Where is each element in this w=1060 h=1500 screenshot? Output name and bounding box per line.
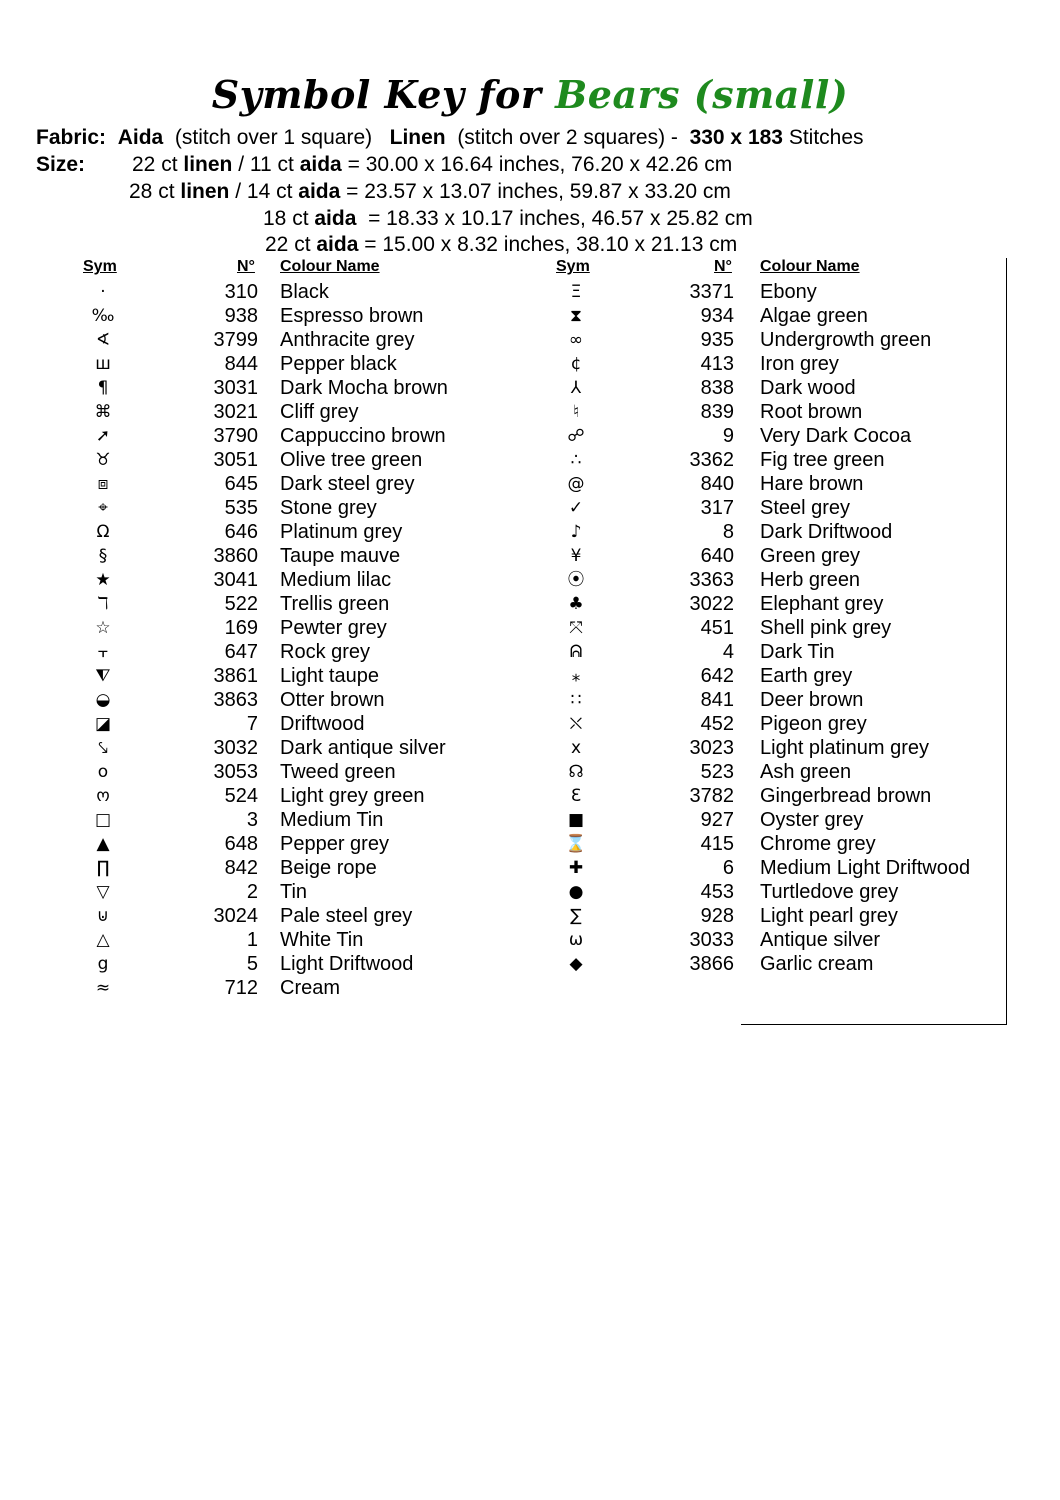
symbol-icon: ∑	[570, 906, 582, 926]
symbol-icon: ∴	[570, 450, 582, 470]
colour-name: Cappuccino brown	[280, 425, 446, 447]
symbol-icon: ∷	[570, 690, 582, 710]
colour-number: 452	[700, 713, 734, 735]
colour-name: Light pearl grey	[760, 905, 898, 927]
colour-name: Earth grey	[760, 665, 853, 687]
colour-name: Hare brown	[760, 473, 864, 495]
colour-name: Platinum grey	[280, 521, 403, 543]
colour-name: Pale steel grey	[280, 905, 413, 927]
symbol-icon: x	[570, 738, 582, 758]
colour-number: 522	[224, 593, 258, 615]
colour-number: 648	[224, 833, 258, 855]
colour-number: 3033	[689, 929, 734, 951]
frame-bottom-border	[741, 1024, 1007, 1025]
symbol-icon: ♪	[570, 522, 582, 542]
size-label-line	[36, 152, 85, 178]
size-fabric: aida	[314, 207, 357, 230]
column-header-colour-name: Colour Name	[760, 258, 860, 275]
colour-name: Rock grey	[280, 641, 371, 663]
colour-name: Dark Tin	[760, 641, 835, 663]
colour-name: Stone grey	[280, 497, 377, 519]
colour-name: Steel grey	[760, 497, 851, 519]
colour-number: 839	[700, 401, 734, 423]
fabric-aida: Aida	[117, 126, 164, 149]
colour-number: 3866	[689, 953, 734, 975]
symbol-icon: @	[567, 474, 585, 494]
colour-name: Tweed green	[280, 761, 396, 783]
symbol-icon: Ω	[96, 522, 110, 542]
column-header-sym: Sym	[83, 258, 117, 275]
colour-name: Light Driftwood	[280, 953, 414, 975]
symbol-icon: ⁎	[571, 666, 581, 686]
symbol-icon: ▽	[96, 882, 110, 902]
symbol-icon: ⦿	[567, 570, 585, 590]
colour-number: 3041	[213, 569, 258, 591]
symbol-icon: ≈	[95, 978, 111, 998]
colour-name: Garlic cream	[760, 953, 874, 975]
size-pre: 28 ct	[129, 180, 175, 203]
symbol-icon: ш	[95, 354, 111, 374]
size-pre: 22 ct	[132, 153, 178, 176]
size-fabric: linen	[183, 153, 233, 176]
colour-number: 3863	[213, 689, 258, 711]
colour-name: Dark steel grey	[280, 473, 415, 495]
colour-name: Light grey green	[280, 785, 425, 807]
colour-name: Trellis green	[280, 593, 390, 615]
colour-name: Pewter grey	[280, 617, 387, 639]
size-dims: = 23.57 x 13.07 inches, 59.87 x 33.20 cm	[346, 180, 731, 203]
colour-number: 3	[246, 809, 258, 831]
size-pre: 22 ct	[265, 233, 311, 256]
symbol-icon: ●	[568, 882, 584, 902]
colour-number: 451	[700, 617, 734, 639]
colour-number: 645	[224, 473, 258, 495]
symbol-icon: ∏	[96, 858, 110, 878]
colour-number: 935	[700, 329, 734, 351]
colour-number: 317	[700, 497, 734, 519]
symbol-icon: ♮	[572, 402, 580, 422]
symbol-icon: ▲	[96, 834, 110, 854]
size-fabric-2: aida	[298, 180, 341, 203]
symbol-icon: ℸ	[97, 594, 109, 614]
colour-name: Light taupe	[280, 665, 379, 687]
colour-number: 3363	[689, 569, 734, 591]
colour-name: Tin	[280, 881, 308, 903]
symbol-icon: ⌖	[98, 498, 108, 518]
colour-name: Cliff grey	[280, 401, 359, 423]
colour-name: Dark wood	[760, 377, 856, 399]
symbol-icon: ⛌	[569, 714, 583, 734]
colour-name: Light platinum grey	[760, 737, 929, 759]
colour-name: Elephant grey	[760, 593, 884, 615]
size-line-2	[129, 179, 731, 205]
colour-name: Black	[280, 281, 329, 303]
colour-name: Beige rope	[280, 857, 377, 879]
size-mid: / 11 ct	[238, 153, 294, 176]
colour-number: 3362	[689, 449, 734, 471]
colour-number: 3860	[213, 545, 258, 567]
symbol-icon: ⧗	[570, 306, 582, 326]
symbol-icon: ◪	[94, 714, 112, 734]
colour-name: Cream	[280, 977, 341, 999]
symbol-icon: ⊍	[96, 906, 110, 926]
colour-number: 535	[224, 497, 258, 519]
colour-number: 647	[224, 641, 258, 663]
colour-number: 3790	[213, 425, 258, 447]
colour-number: 1	[246, 929, 258, 951]
colour-name: Medium lilac	[280, 569, 392, 591]
colour-name: Dark antique silver	[280, 737, 446, 759]
colour-number: 6	[722, 857, 734, 879]
colour-number: 5	[246, 953, 258, 975]
colour-name: Ash green	[760, 761, 852, 783]
symbol-icon: ⅄	[570, 378, 582, 398]
symbol-icon: ★	[95, 570, 111, 590]
colour-number: 3023	[689, 737, 734, 759]
colour-number: 646	[224, 521, 258, 543]
colour-number: 3032	[213, 737, 258, 759]
symbol-icon: ◆	[569, 954, 583, 974]
colour-number: 7	[246, 713, 258, 735]
colour-number: 934	[700, 305, 734, 327]
symbol-icon: Ξ	[570, 282, 582, 302]
symbol-icon: ∢	[95, 330, 111, 350]
colour-number: 938	[224, 305, 258, 327]
fabric-aida-note: (stitch over 1 square)	[174, 126, 373, 149]
colour-number: 927	[700, 809, 734, 831]
symbol-icon: ✚	[568, 858, 584, 878]
title-prefix: Symbol Key for	[211, 72, 542, 117]
size-fabric-2: aida	[299, 153, 342, 176]
symbol-icon: ⌛	[565, 834, 587, 854]
colour-number: 523	[700, 761, 734, 783]
colour-name: Antique silver	[760, 929, 881, 951]
colour-number: 844	[224, 353, 258, 375]
size-line-1	[132, 152, 732, 178]
symbol-icon: ☊	[568, 762, 584, 782]
column-header-sym: Sym	[556, 258, 590, 275]
colour-number: 3031	[213, 377, 258, 399]
symbol-icon: ო	[96, 786, 110, 806]
symbol-icon: △	[96, 930, 110, 950]
size-dims: = 18.33 x 10.17 inches, 46.57 x 25.82 cm	[368, 207, 753, 230]
symbol-icon: ✓	[568, 498, 584, 518]
colour-name: Iron grey	[760, 353, 839, 375]
symbol-icon: ⧨	[95, 666, 111, 686]
symbol-icon: ⌘	[94, 402, 112, 422]
size-fabric: aida	[316, 233, 359, 256]
column-header-number: N°	[237, 258, 255, 275]
colour-name: Driftwood	[280, 713, 365, 735]
colour-name: Algae green	[760, 305, 868, 327]
pattern-name: Bears (small)	[555, 72, 849, 117]
symbol-icon: ⤥	[98, 738, 108, 758]
symbol-icon: §	[98, 546, 108, 566]
colour-number: 4	[722, 641, 734, 663]
size-fabric: linen	[180, 180, 230, 203]
symbol-icon: ➚	[95, 426, 111, 446]
fabric-label: Fabric:	[36, 126, 107, 149]
colour-name: Olive tree green	[280, 449, 423, 471]
symbol-icon: ⫟	[97, 642, 109, 662]
symbol-icon: ☆	[95, 618, 111, 638]
symbol-icon: o	[97, 762, 109, 782]
colour-name: White Tin	[280, 929, 364, 951]
colour-name: Taupe mauve	[280, 545, 401, 567]
colour-name: Otter brown	[280, 689, 385, 711]
colour-name: Chrome grey	[760, 833, 876, 855]
colour-name: Green grey	[760, 545, 861, 567]
colour-number: 838	[700, 377, 734, 399]
colour-name: Very Dark Cocoa	[760, 425, 912, 447]
size-line-4	[265, 232, 737, 258]
colour-number: 3051	[213, 449, 258, 471]
symbol-icon: ■	[567, 810, 585, 830]
size-label: Size:	[36, 153, 86, 176]
symbol-icon: g	[97, 954, 109, 974]
colour-number: 3799	[213, 329, 258, 351]
colour-name: Undergrowth green	[760, 329, 932, 351]
fabric-linen: Linen	[389, 126, 446, 149]
colour-name: Pigeon grey	[760, 713, 867, 735]
fabric-linen-note: (stitch over 2 squares) -	[457, 126, 678, 149]
colour-number: 413	[700, 353, 734, 375]
colour-number: 2	[246, 881, 258, 903]
size-dims: = 30.00 x 16.64 inches, 76.20 x 42.26 cm	[347, 153, 733, 176]
colour-name: Turtledove grey	[760, 881, 899, 903]
symbol-icon: ω	[568, 930, 584, 950]
symbol-icon: ☍	[567, 426, 585, 446]
colour-number: 3782	[689, 785, 734, 807]
colour-number: 310	[224, 281, 258, 303]
colour-number: 640	[700, 545, 734, 567]
colour-number: 3053	[213, 761, 258, 783]
fabric-line	[36, 125, 864, 151]
symbol-icon: ·	[100, 282, 106, 302]
colour-name: Gingerbread brown	[760, 785, 932, 807]
stitch-word: Stitches	[788, 126, 864, 149]
colour-number: 3371	[689, 281, 734, 303]
colour-name: Anthracite grey	[280, 329, 415, 351]
colour-name: Shell pink grey	[760, 617, 892, 639]
frame-right-border	[1006, 258, 1007, 1025]
colour-number: 840	[700, 473, 734, 495]
colour-name: Espresso brown	[280, 305, 424, 327]
colour-name: Oyster grey	[760, 809, 864, 831]
symbol-icon: ♣	[568, 594, 584, 614]
colour-name: Dark Driftwood	[760, 521, 893, 543]
size-line-3	[263, 206, 753, 232]
colour-number: 3024	[213, 905, 258, 927]
symbol-icon: ∞	[568, 330, 584, 350]
size-mid: / 14 ct	[235, 180, 293, 203]
colour-name: Medium Light Driftwood	[760, 857, 971, 879]
colour-number: 841	[700, 689, 734, 711]
colour-number: 9	[722, 425, 734, 447]
symbol-icon: ᕱ	[569, 642, 583, 662]
symbol-icon: □	[94, 810, 112, 830]
colour-name: Dark Mocha brown	[280, 377, 448, 399]
colour-name: Fig tree green	[760, 449, 885, 471]
page-title	[0, 72, 1060, 117]
colour-number: 642	[700, 665, 734, 687]
colour-name: Deer brown	[760, 689, 864, 711]
symbol-icon: ¶	[97, 378, 109, 398]
colour-number: 8	[722, 521, 734, 543]
colour-name: Pepper grey	[280, 833, 389, 855]
symbol-icon: ¢	[570, 354, 582, 374]
colour-number: 3861	[213, 665, 258, 687]
column-header-number: N°	[714, 258, 732, 275]
symbol-icon: Ɛ	[570, 786, 582, 806]
colour-name: Pepper black	[280, 353, 397, 375]
colour-number: 842	[224, 857, 258, 879]
colour-name: Root brown	[760, 401, 863, 423]
colour-number: 712	[224, 977, 258, 999]
colour-number: 928	[700, 905, 734, 927]
colour-number: 415	[700, 833, 734, 855]
symbol-icon: ◒	[95, 690, 111, 710]
symbol-icon: ♉	[95, 450, 111, 470]
symbol-icon: ⤧	[569, 618, 583, 638]
symbol-icon: ¥	[570, 546, 582, 566]
colour-name: Ebony	[760, 281, 817, 303]
colour-number: 3021	[213, 401, 258, 423]
column-header-colour-name: Colour Name	[280, 258, 380, 275]
colour-number: 453	[700, 881, 734, 903]
colour-number: 3022	[689, 593, 734, 615]
size-pre: 18 ct	[263, 207, 309, 230]
colour-name: Medium Tin	[280, 809, 384, 831]
symbol-icon: ⧈	[97, 474, 109, 494]
symbol-icon: ‰	[91, 306, 115, 326]
size-dims: = 15.00 x 8.32 inches, 38.10 x 21.13 cm	[364, 233, 738, 256]
colour-number: 169	[224, 617, 258, 639]
colour-name: Herb green	[760, 569, 861, 591]
colour-number: 524	[224, 785, 258, 807]
stitch-count: 330 x 183	[689, 126, 783, 149]
